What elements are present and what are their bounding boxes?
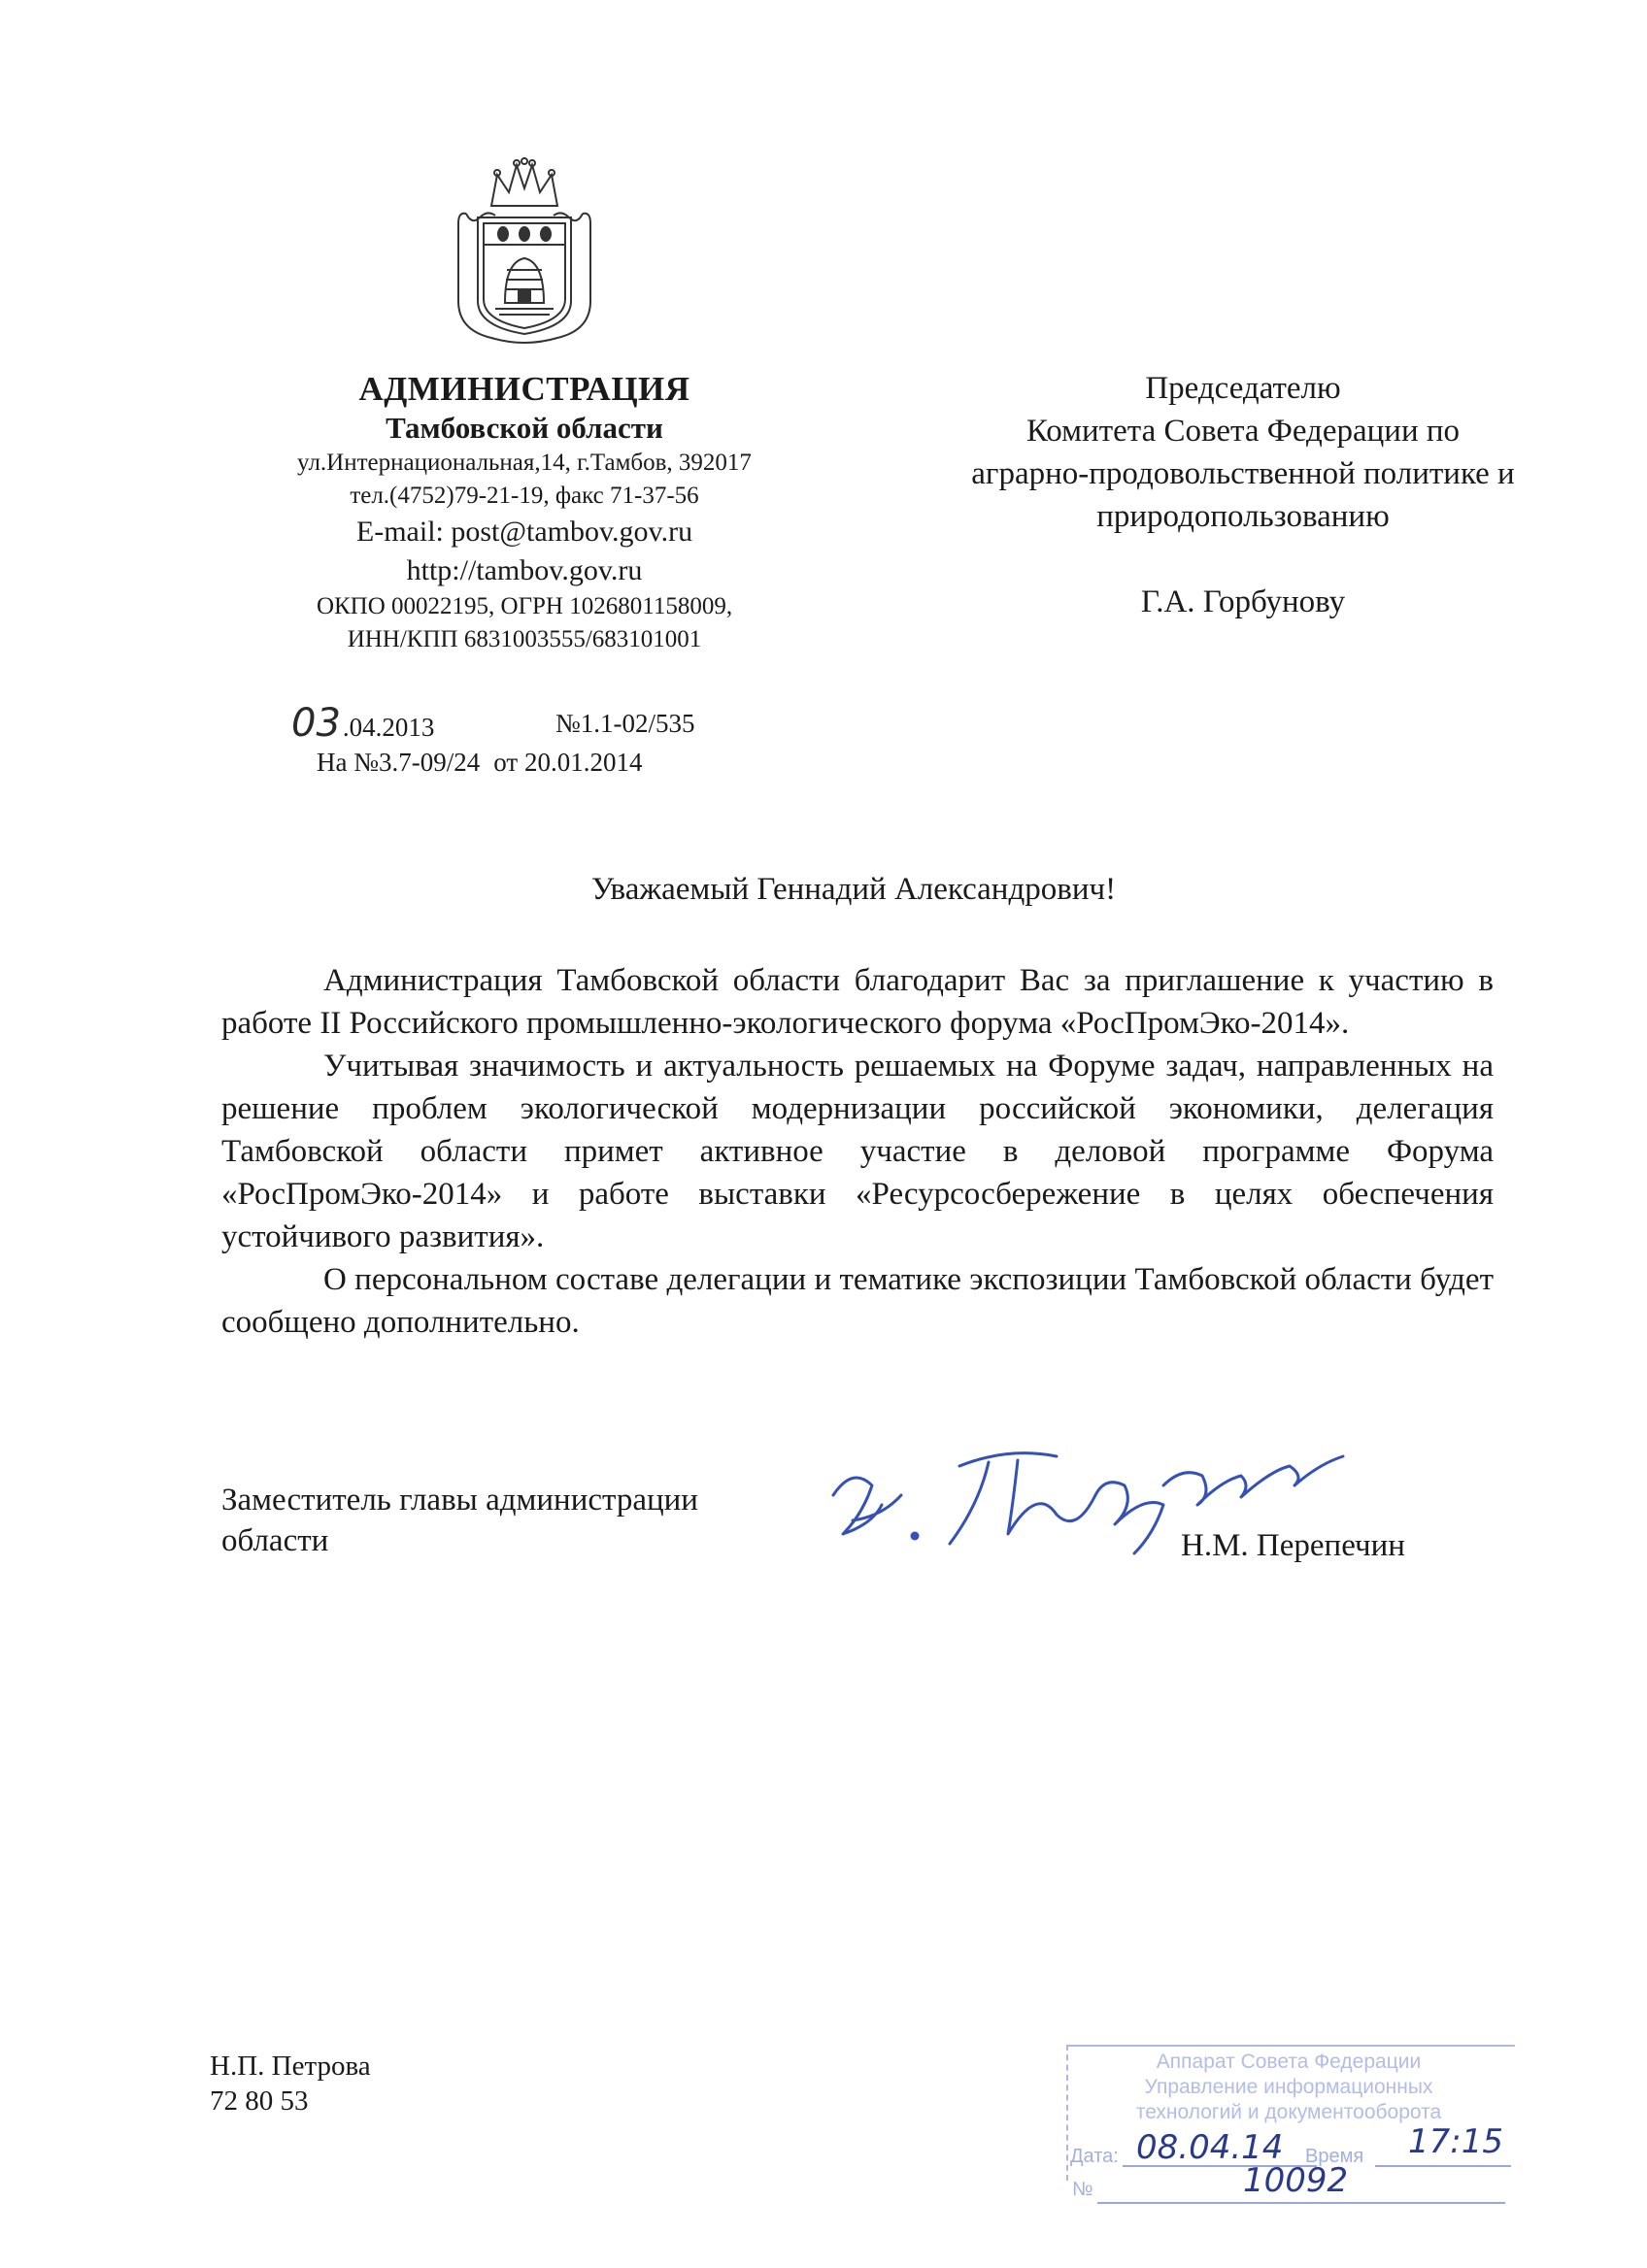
reply-to-number: На №3.7-09/24 <box>317 748 481 777</box>
coat-of-arms-icon <box>453 155 596 350</box>
outgoing-date-rest: .04.2013 <box>342 713 435 742</box>
stamp-time-label: Время <box>1305 2146 1364 2167</box>
recipient-name: Г.А. Горбунову <box>1140 584 1346 619</box>
sender-block <box>214 369 835 656</box>
executor-name: Н.П. Петрова <box>210 2051 371 2082</box>
signatory-name: Н.М. Перепечин <box>1181 1528 1405 1563</box>
stamp-number-label: № <box>1072 2179 1093 2200</box>
stamp-time-underline <box>1375 2165 1511 2167</box>
letter-body <box>221 959 1494 1344</box>
stamp-frame-top <box>1066 2045 1515 2047</box>
reply-reference <box>317 748 655 778</box>
outgoing-date-day: 03 <box>291 701 341 746</box>
sender-region: Тамбовской области <box>386 411 663 445</box>
reply-to-date: от 20.01.2014 <box>493 748 643 777</box>
recipient-line-1: Председателю <box>1145 371 1341 406</box>
signatory-title-line-2: области <box>221 1523 329 1558</box>
sender-inn: ИНН/КПП 6831003555/683101001 <box>347 626 702 652</box>
outgoing-number: №1.1-02/535 <box>555 709 695 738</box>
sender-email: E-mail: post@tambov.gov.ru <box>355 516 693 548</box>
sender-okpo: ОКПО 00022195, ОГРН 1026801158009, <box>316 593 733 619</box>
sender-phone: тел.(4752)79-21-19, факс 71-37-56 <box>350 483 699 509</box>
registration-stamp <box>1062 2045 1515 2239</box>
stamp-number-value: 10092 <box>1243 2161 1349 2200</box>
outgoing-date <box>291 701 434 746</box>
signatory-title-line-1: Заместитель главы администрации <box>221 1483 698 1518</box>
stamp-line-1: Аппарат Совета Федерации <box>1156 2051 1422 2073</box>
executor-phone: 72 80 53 <box>210 2085 309 2117</box>
sender-website: http://tambov.gov.ru <box>406 554 643 586</box>
body-paragraph-3: О персональном составе делегации и тематике экспозиции Тамбовской области будет сообщено дополнительно. <box>221 1262 1494 1340</box>
stamp-date-value: 08.04.14 <box>1136 2128 1284 2167</box>
recipient-line-3: аграрно-продовольственной политике и <box>971 456 1515 491</box>
stamp-date-label: Дата: <box>1070 2146 1119 2167</box>
salutation: Уважаемый Геннадий Александрович! <box>590 872 1117 907</box>
body-paragraph-2: Учитывая значимость и актуальность решаемых на Форуме задач, направленных на решение проблем экологической модернизации российской экономики, делегация Тамбовской области примет активное участие в деловой программе Форума «РосПромЭко-2014» и работе выставки «Ресурсосбережение в целях обеспечения устойчивого развития». <box>221 1049 1494 1254</box>
sender-org: АДМИНИСТРАЦИЯ <box>358 370 690 408</box>
stamp-line-3: технологий и документооборота <box>1135 2101 1442 2123</box>
sender-address: ул.Интернациональная,14, г.Тамбов, 392017 <box>297 450 752 476</box>
recipient-line-2: Комитета Совета Федерации по <box>1025 414 1461 449</box>
recipient-line-4: природопользованию <box>1096 499 1390 534</box>
stamp-line-2: Управление информационных <box>1144 2076 1433 2098</box>
recipient-block <box>874 367 1612 623</box>
stamp-time-value: 17:15 <box>1408 2122 1503 2161</box>
signatory-title <box>221 1480 698 1561</box>
executor-block <box>210 2049 371 2118</box>
stamp-number-underline <box>1097 2202 1505 2204</box>
body-paragraph-1: Администрация Тамбовской области благодарит Вас за приглашение к участию в работе II Российского промышленно-экологического форума «РосПромЭко-2014». <box>221 963 1494 1041</box>
